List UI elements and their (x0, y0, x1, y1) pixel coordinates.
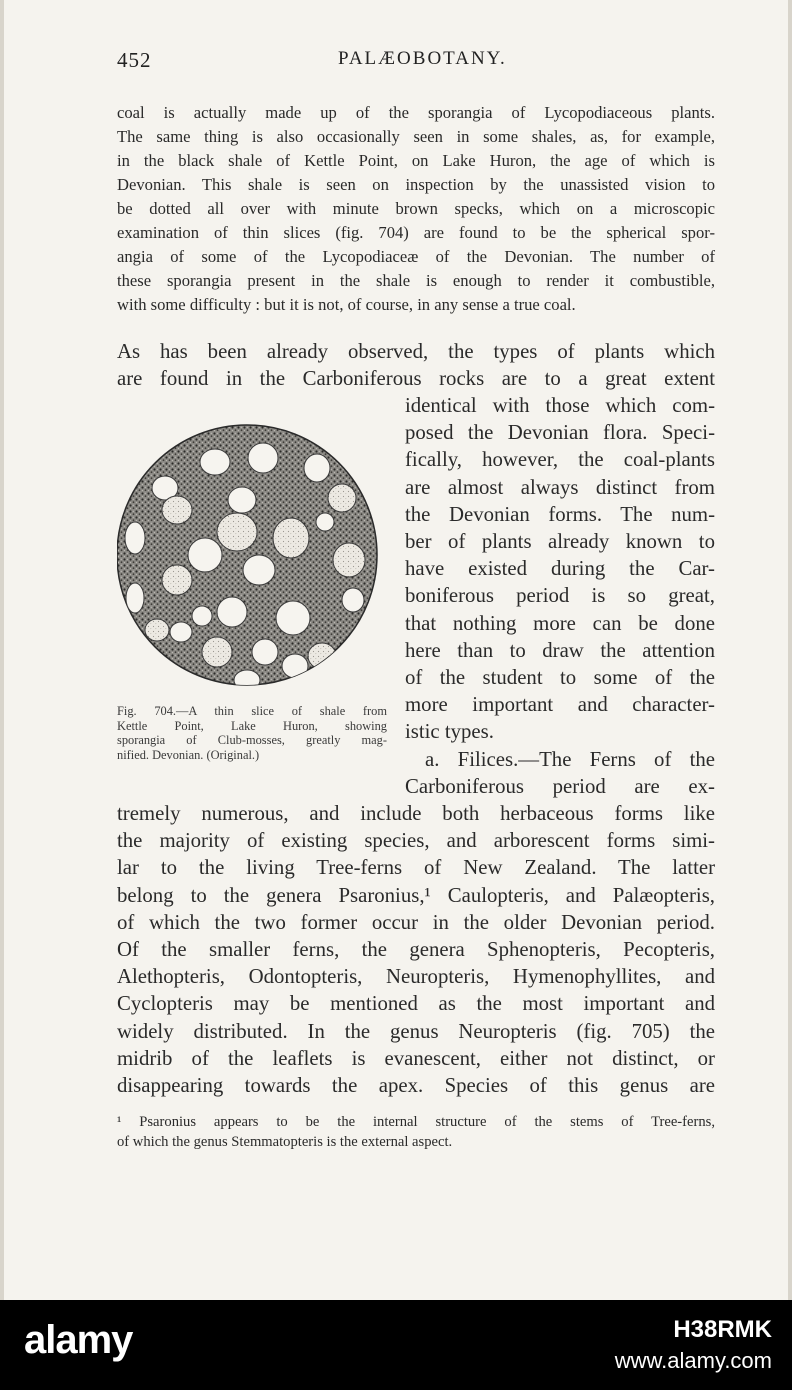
main-paragraph-bottom (117, 800, 715, 1099)
running-head: PALÆOBOTANY. (338, 48, 507, 69)
page-edge-right (788, 0, 792, 1300)
footnote (117, 1112, 715, 1152)
text-line: have existed during the Car- (405, 557, 715, 581)
text-line: be dotted all over with minute brown specks, which on a microscopic (117, 199, 715, 218)
text-line: boniferous period is so great, (405, 584, 715, 608)
text-line: examination of thin slices (fig. 704) are found to be the spherical spor- (117, 223, 715, 242)
text-line: that nothing more can be done (405, 611, 715, 635)
main-paragraph-side (405, 392, 715, 800)
text-line: Of the smaller ferns, the genera Sphenopteris, Pecopteris, (117, 938, 715, 962)
text-line: Devonian. This shale is seen on inspection by the unassisted vision to (117, 175, 715, 194)
page-number: 452 (117, 48, 152, 72)
figure-caption (117, 704, 387, 762)
footnote-line: ¹ Psaronius appears to be the internal structure of the stems of Tree-ferns, (117, 1114, 715, 1130)
caption-line: Fig. 704.—A thin slice of shale from (117, 704, 387, 718)
text-line: of which the two former occur in the older Devonian period. (117, 910, 715, 934)
text-line: As has been already observed, the types of plants which (117, 340, 715, 363)
page-edge-left (0, 0, 4, 1300)
text-line: here than to draw the attention (405, 638, 715, 662)
text-line: belong to the genera Psaronius,¹ Caulopteris, and Palæopteris, (117, 883, 715, 907)
small-paragraph (117, 101, 715, 317)
main-paragraph-top (117, 338, 715, 392)
text-line: are almost always distinct from (405, 475, 715, 499)
text-line: are found in the Carboniferous rocks are to a great extent (117, 367, 715, 391)
text-line: fically, however, the coal-plants (405, 448, 715, 472)
text-line: istic types. (405, 720, 494, 744)
caption-line: Kettle Point, Lake Huron, showing (117, 718, 387, 733)
text-line: identical with those which com- (405, 394, 715, 417)
text-line: with some difficulty : but it is not, of course, in any sense a true coal. (117, 295, 576, 314)
text-line: disappearing towards the apex. Species of this genus are (117, 1074, 715, 1098)
caption-line: nified. Devonian. (Original.) (117, 747, 260, 762)
text-line: widely distributed. In the genus Neuropteris (fig. 705) the (117, 1019, 715, 1043)
text-line: these sporangia present in the shale is enough to render it combustible, (117, 271, 715, 290)
text-line: lar to the living Tree-ferns of New Zealand. The latter (117, 856, 715, 880)
microscope-slice-illustration (117, 420, 387, 700)
text-line: The same thing is also occasionally seen in some shales, as, for example, (117, 127, 715, 146)
text-line: Cyclopteris may be mentioned as the most important and (117, 992, 715, 1016)
text-line: of the student to some of the (405, 666, 715, 690)
text-line: coal is actually made up of the sporangia of Lycopodiaceous plants. (117, 103, 715, 122)
figure-704-microscope-slice (117, 420, 387, 700)
text-line: in the black shale of Kettle Point, on Lake Huron, the age of which is (117, 151, 715, 170)
footnote-line: of which the genus Stemmatopteris is the external aspect. (117, 1134, 453, 1150)
banner-url: www.alamy.com (614, 1348, 772, 1373)
text-line: Alethopteris, Odontopteris, Neuropteris, Hymenophyllites, and (117, 965, 715, 989)
text-line: posed the Devonian flora. Speci- (405, 421, 715, 445)
text-line: tremely numerous, and include both herbaceous forms like (117, 802, 715, 825)
text-line: Carboniferous period are ex- (405, 774, 715, 798)
image-id: H38RMK (673, 1316, 772, 1343)
alamy-logo: alamy (24, 1318, 133, 1362)
text-line: midrib of the leaflets is evanescent, either not distinct, or (117, 1046, 715, 1070)
caption-line: sporangia of Club-mosses, greatly mag- (117, 733, 387, 748)
text-line: the Devonian forms. The num- (405, 502, 715, 526)
text-line: a. Filices.—The Ferns of the (425, 747, 715, 771)
text-line: angia of some of the Lycopodiaceæ of the Devonian. The number of (117, 247, 715, 266)
banner-info (615, 1316, 772, 1374)
text-line: more important and character- (405, 693, 715, 717)
text-line: ber of plants already known to (405, 530, 715, 554)
text-line: the majority of existing species, and arborescent forms simi- (117, 829, 715, 853)
